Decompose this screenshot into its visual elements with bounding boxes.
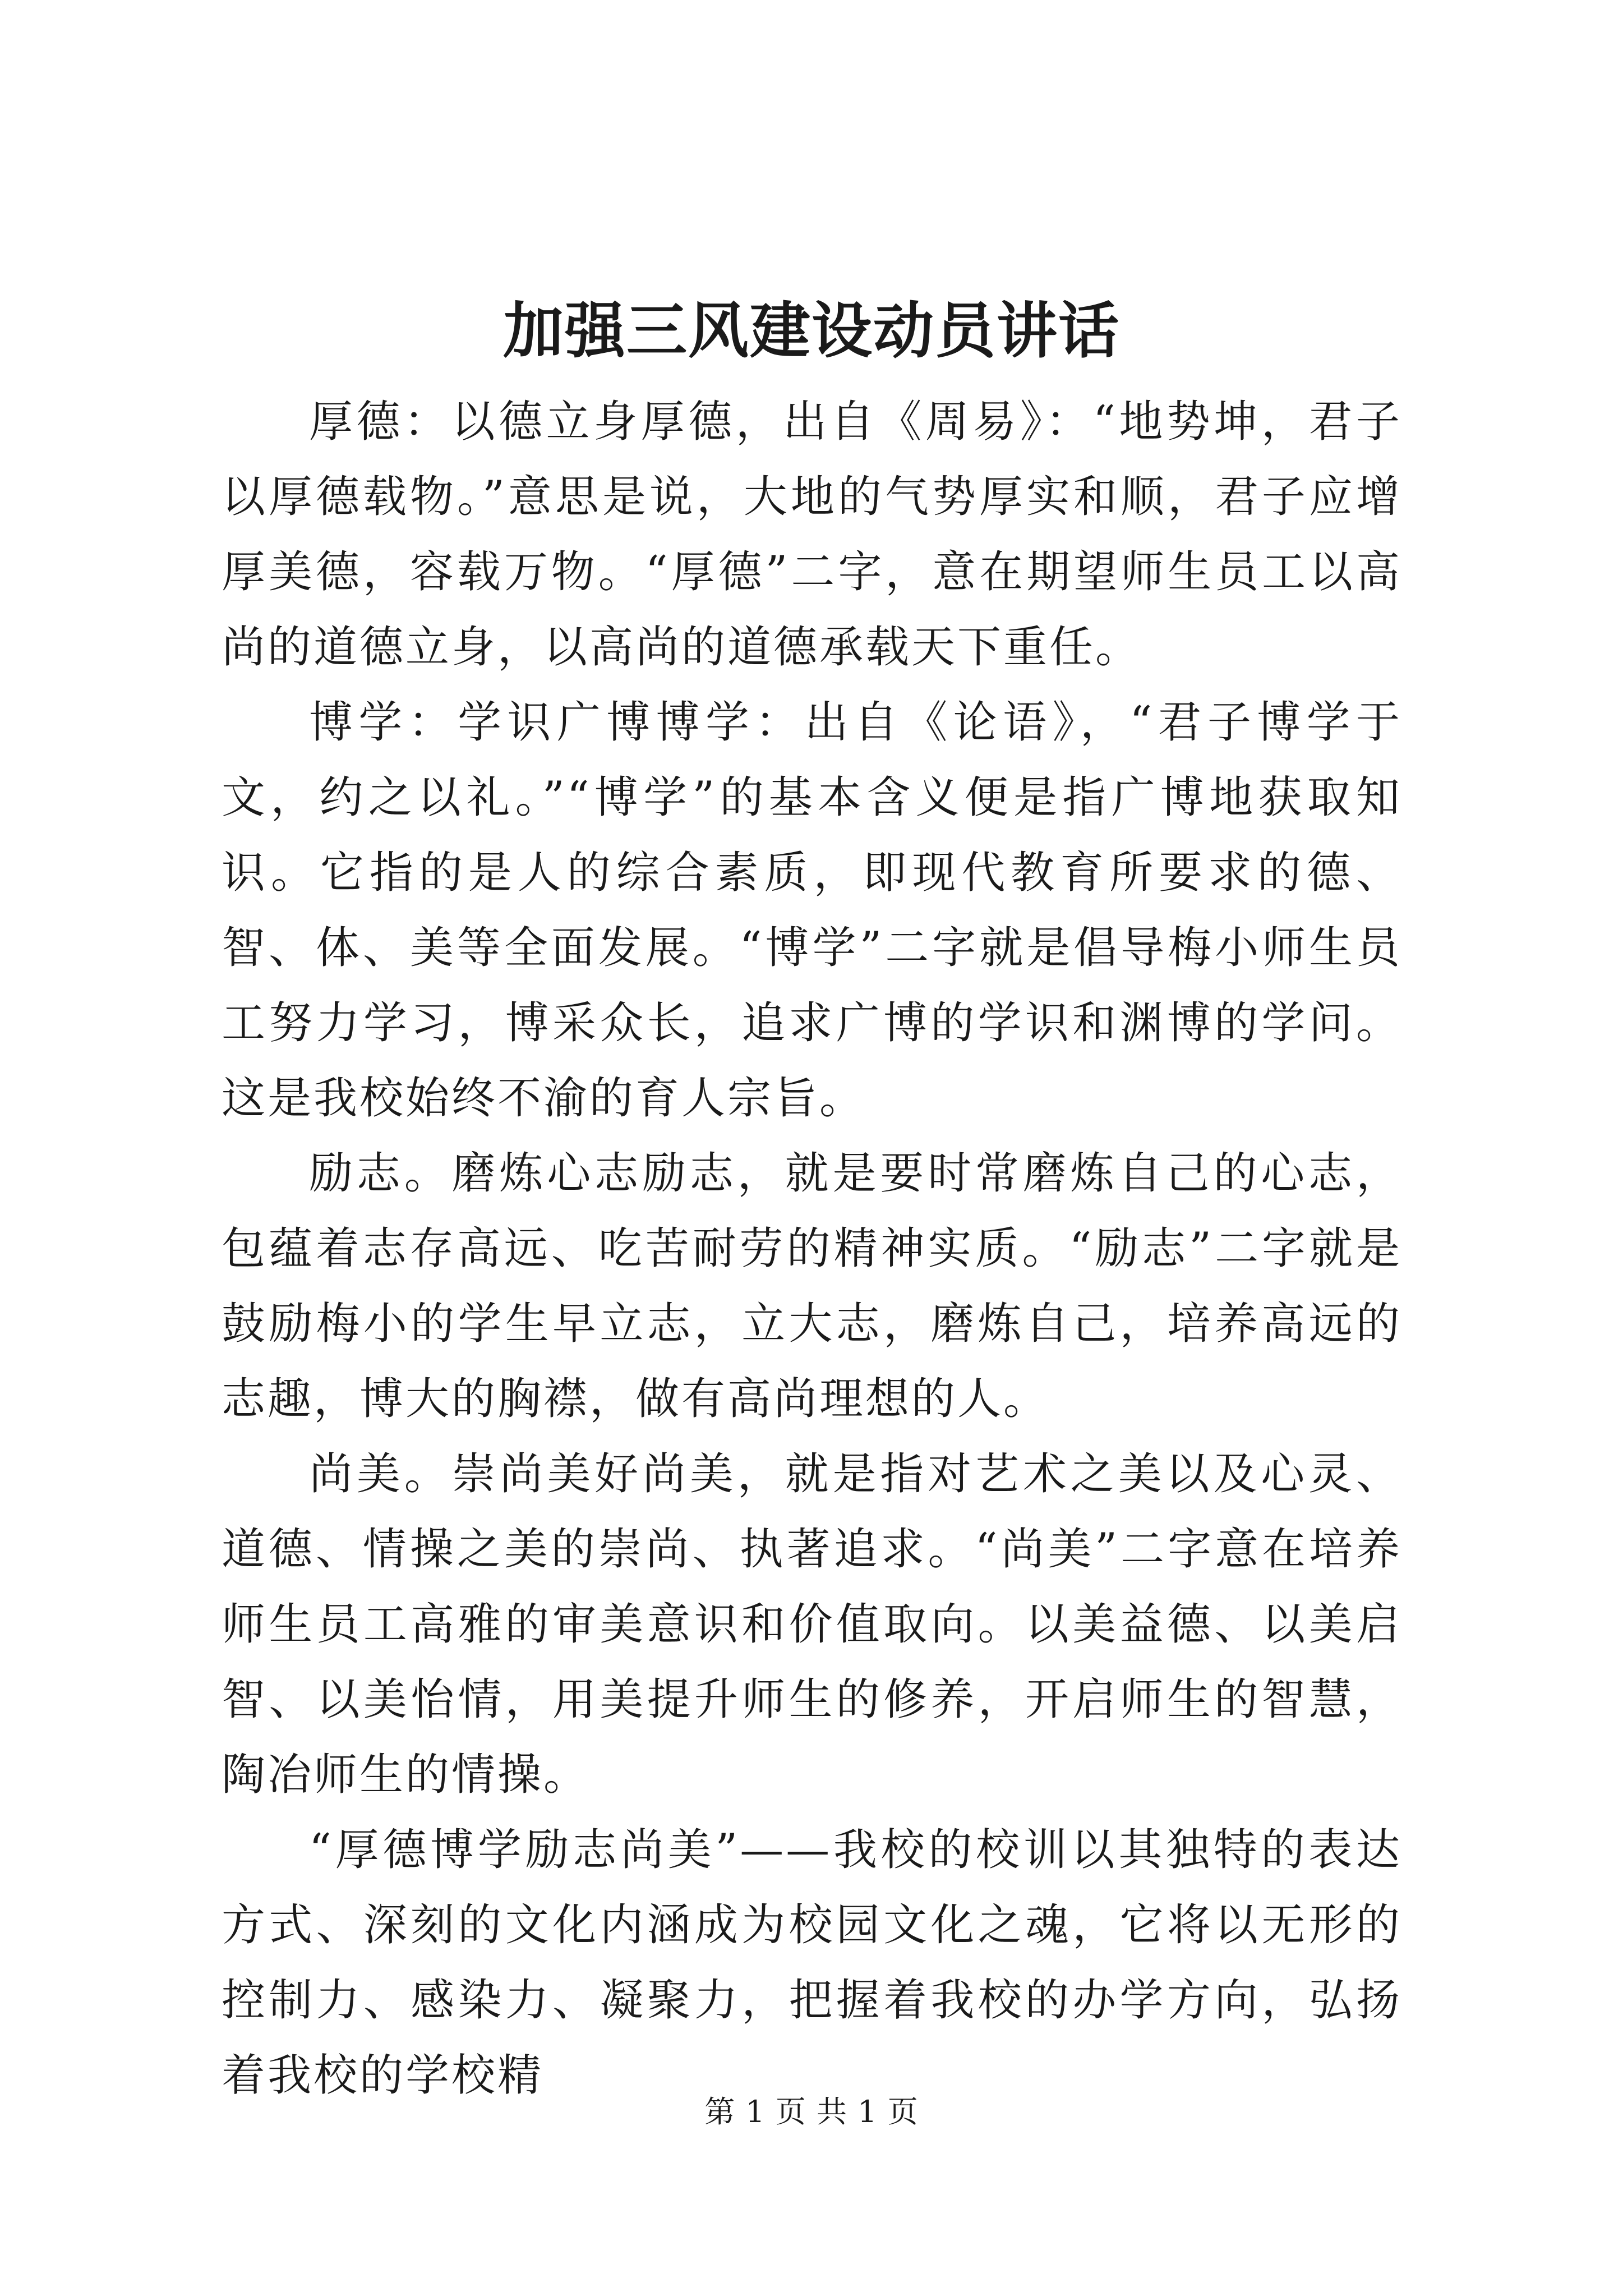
paragraph-lizhi: 励志。磨炼心志励志，就是要时常磨炼自己的心志，包蕴着志存高远、吃苦耐劳的精神实质。“励志”二字就是鼓励梅小的学生早立志，立大志，磨炼自己，培养高远的志趣，博大的胸襟，做有高尚理想的人。: [222, 1148, 1402, 1424]
document-title: 加强三风建设动员讲话: [502, 296, 1120, 366]
paragraph-boxue: 博学：学识广博博学：出自《论语》，“君子博学于文，约之以礼。”“博学”的基本含义便是指广博地获取知识。它指的是人的综合素质，即现代教育所要求的德、智、体、美等全面发展。“博学”二字就是倡导梅小师生员工努力学习，博采众长，追求广博的学识和渊博的学问。这是我校始终不渝的育人宗旨。: [222, 697, 1402, 1124]
document-body: [222, 384, 1402, 2113]
paragraph-motto: “厚德博学励志尚美”——我校的校训以其独特的表达方式、深刻的文化内涵成为校园文化之魂，它将以无形的控制力、感染力、凝聚力，把握着我校的办学方向，弘扬着我校的学校精: [222, 1825, 1402, 2101]
page-footer: 第 1 页 共 1 页: [704, 2094, 919, 2129]
paragraph-shangmei: 尚美。崇尚美好尚美，就是指对艺术之美以及心灵、道德、情操之美的崇尚、执著追求。“尚美”二字意在培养师生员工高雅的审美意识和价值取向。以美益德、以美启智、以美怡情，用美提升师生的修养，开启师生的智慧，陶冶师生的情操。: [222, 1449, 1402, 1800]
paragraph-houde: 厚德：以德立身厚德，出自《周易》：“地势坤，君子以厚德载物。”意思是说，大地的气势厚实和顺，君子应增厚美德，容载万物。“厚德”二字，意在期望师生员工以高尚的道德立身，以高尚的道德承载天下重任。: [222, 397, 1402, 673]
